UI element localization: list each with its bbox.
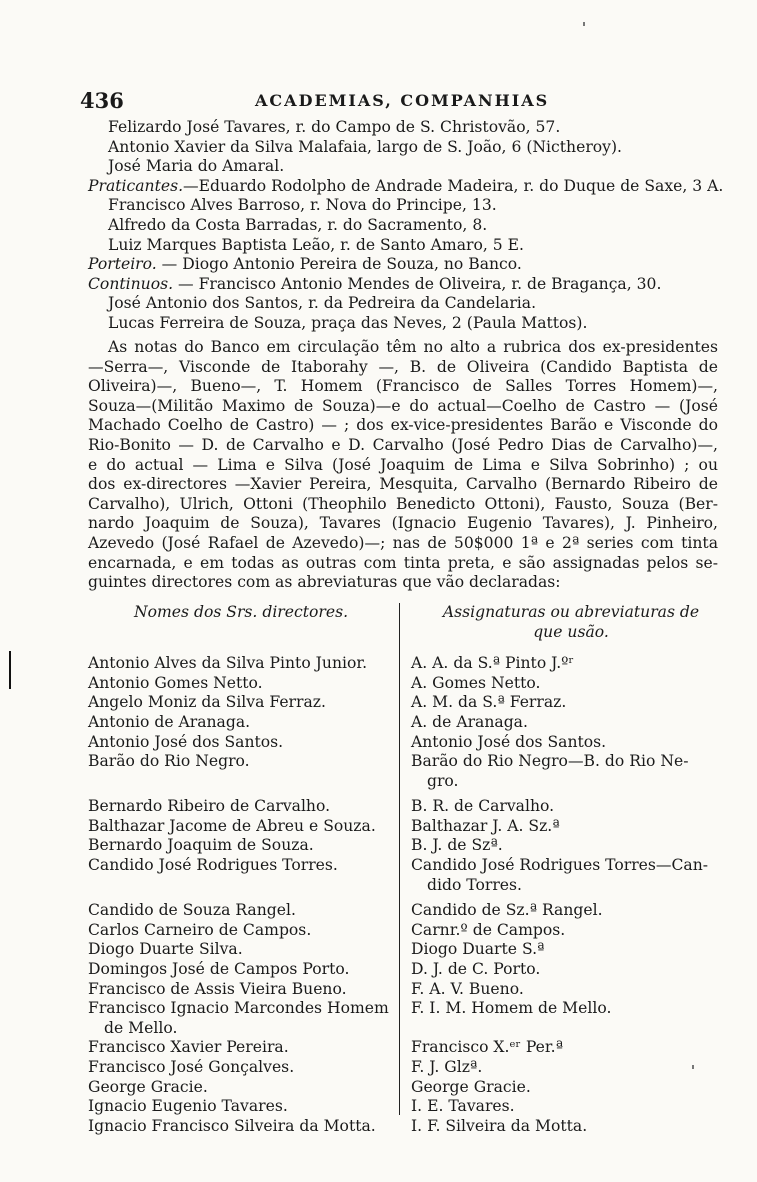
director-name (88, 960, 394, 980)
staff-line (88, 118, 718, 138)
staff-role: Porteiro. (88, 255, 157, 274)
director-signature (411, 693, 731, 713)
signature-text: D. J. de C. Porto. (411, 960, 541, 978)
staff-line (88, 176, 724, 197)
paragraph-line: Carvalho), Ulrich, Ottoni (Theophilo Benedicto Ottoni), Fausto, Souza (Ber- (88, 494, 718, 513)
staff-line (88, 216, 718, 236)
director-name (88, 921, 394, 941)
director-name-text: Bernardo Ribeiro de Carvalho. (88, 797, 331, 815)
staff-text: José Maria do Amaral. (108, 157, 285, 176)
director-name-continued: de Mello. (104, 1018, 178, 1037)
signature-text: I. E. Tavares. (411, 1097, 515, 1115)
staff-line (88, 294, 718, 314)
director-name-text: Balthazar Jacome de Abreu e Souza. (88, 817, 376, 835)
margin-mark (9, 651, 11, 689)
director-name (88, 713, 394, 733)
director-name-text: Bernardo Joaquim de Souza. (88, 836, 314, 854)
director-name (88, 1058, 394, 1078)
signature-text: A. Gomes Netto. (411, 674, 541, 692)
paragraph-line: As notas do Banco em circulação têm no alto a rubrica dos ex-presidentes (108, 338, 718, 356)
signature-text: George Gracie. (411, 1078, 531, 1096)
signature-text: A. M. da S.ª Ferraz. (411, 693, 567, 711)
director-name (88, 752, 394, 772)
notes-paragraph (88, 338, 718, 593)
director-name (88, 856, 394, 876)
staff-text: José Antonio dos Santos, r. da Pedreira da Candelaria. (108, 294, 537, 313)
director-signature (411, 901, 731, 921)
director-name-text: Antonio Alves da Silva Pinto Junior. (88, 654, 368, 672)
signature-text: Francisco X.ᵉʳ Per.ª (411, 1038, 564, 1056)
director-name (88, 1038, 394, 1058)
director-name-text: Carlos Carneiro de Campos. (88, 921, 312, 939)
director-signature (411, 1097, 731, 1117)
paragraph-line: guintes directores com as abreviaturas que vão declaradas: (88, 573, 561, 592)
staff-text: Alfredo da Costa Barradas, r. do Sacramento, 8. (108, 215, 488, 234)
staff-text: Felizardo José Tavares, r. do Campo de S. Christovão, 57. (108, 118, 561, 136)
staff-text: —Eduardo Rodolpho de Andrade Madeira, r. do Duque de Saxe, 3 A. (183, 176, 724, 195)
signature-text: Antonio José dos Santos. (411, 733, 607, 751)
signature-text: B. J. de Szª. (411, 836, 503, 854)
names-column (88, 603, 394, 623)
column-divider (399, 603, 400, 1115)
staff-line (88, 255, 718, 275)
staff-list (88, 118, 724, 334)
director-name (88, 654, 394, 674)
paragraph-line: Souza—(Militão Maximo de Souza)—e do actual—Coelho de Castro — (José (88, 396, 718, 415)
signature-text: F. A. V. Bueno. (411, 980, 524, 998)
director-signature (411, 856, 731, 895)
signature-text: Barão do Rio Negro—B. do Rio Ne- (411, 752, 689, 770)
signatures-header-2: que usão. (533, 622, 609, 641)
paragraph-line: encarnada, e em todas as outras com tinta preta, e são assignadas pelos se- (88, 553, 718, 572)
paragraph-line: Rio-Bonito — D. de Carvalho e D. Carvalho (José Pedro Dias de Carvalho)—, (88, 435, 718, 454)
director-name-text: Francisco José Gonçalves. (88, 1058, 295, 1076)
director-name-text: Antonio de Aranaga. (88, 713, 251, 731)
signatures-header-1: Assignaturas ou abreviaturas de (442, 603, 700, 621)
signature-text: I. F. Silveira da Motta. (411, 1117, 588, 1135)
director-name (88, 797, 394, 817)
staff-line (88, 275, 718, 295)
director-name-text: George Gracie. (88, 1078, 208, 1096)
director-name (88, 940, 394, 960)
paragraph-line: Azevedo (José Rafael de Azevedo)—; nas de 50$000 1ª e 2ª series com tinta (88, 533, 718, 552)
director-signature (411, 752, 731, 791)
director-name-text: Ignacio Eugenio Tavares. (88, 1097, 288, 1115)
signature-text: F. J. Glzª. (411, 1058, 483, 1076)
director-name-text: Antonio Gomes Netto. (88, 674, 263, 692)
director-name (88, 817, 394, 837)
director-signature (411, 836, 731, 856)
staff-line (88, 157, 718, 177)
staff-text: Luiz Marques Baptista Leão, r. de Santo Amaro, 5 E. (108, 235, 524, 254)
signature-text: Candido José Rodrigues Torres—Can- (411, 856, 709, 874)
paragraph-line: Oliveira)—, Bueno—, T. Homem (Francisco de Salles Torres Homem)—, (88, 377, 718, 396)
signatures-column (411, 603, 731, 642)
director-name (88, 980, 394, 1000)
staff-text: Antonio Xavier da Silva Malafaia, largo de S. João, 6 (Nictheroy). (108, 137, 623, 156)
director-signature (411, 713, 731, 733)
director-signature (411, 1038, 731, 1058)
director-name (88, 693, 394, 713)
director-name-text: Ignacio Francisco Silveira da Motta. (88, 1117, 376, 1135)
director-signature (411, 921, 731, 941)
staff-line (88, 314, 718, 334)
signature-text: Carnr.º de Campos. (411, 921, 566, 939)
director-name-text: Candido de Souza Rangel. (88, 901, 296, 919)
signature-text: A. de Aranaga. (411, 713, 528, 731)
director-name-text: Antonio José dos Santos. (88, 733, 284, 751)
paragraph-line: Machado Coelho de Castro) — ; dos ex-vice-presidentes Barão e Visconde do (88, 416, 718, 435)
signature-text: Candido de Sz.ª Rangel. (411, 901, 603, 919)
signature-continued: gro. (427, 771, 459, 790)
director-name-text: Angelo Moniz da Silva Ferraz. (88, 693, 326, 711)
staff-line (88, 236, 718, 256)
director-signature (411, 1117, 731, 1137)
staff-line (88, 138, 718, 158)
director-name-text: Candido José Rodrigues Torres. (88, 856, 338, 874)
director-signature (411, 999, 731, 1019)
director-signature (411, 733, 731, 753)
director-name-text: Francisco Xavier Pereira. (88, 1038, 289, 1056)
staff-text: — Diogo Antonio Pereira de Souza, no Banco. (156, 255, 522, 274)
director-signature (411, 980, 731, 1000)
scan-speck (583, 22, 585, 26)
signature-continued: dido Torres. (427, 875, 522, 894)
names-header: Nomes dos Srs. directores. (133, 603, 349, 621)
staff-text: Lucas Ferreira de Souza, praça das Neves, 2 (Paula Mattos). (108, 313, 588, 332)
director-signature (411, 940, 731, 960)
director-name-text: Diogo Duarte Silva. (88, 940, 243, 958)
staff-role: Praticantes. (88, 176, 184, 195)
page-number: 436 (80, 88, 124, 113)
director-signature (411, 817, 731, 837)
director-signature (411, 1078, 731, 1098)
director-signature (411, 960, 731, 980)
director-name (88, 999, 394, 1038)
paragraph-line: —Serra—, Visconde de Itaborahy —, B. de Oliveira (Candido Baptista de (88, 357, 718, 376)
director-name-text: Domingos José de Campos Porto. (88, 960, 350, 978)
staff-text: — Francisco Antonio Mendes de Oliveira, r. de Bragança, 30. (173, 274, 662, 293)
paragraph-line: dos ex-directores —Xavier Pereira, Mesquita, Carvalho (Bernardo Ribeiro de (88, 475, 718, 494)
director-name (88, 836, 394, 856)
director-signature (411, 1058, 731, 1078)
signature-text: B. R. de Carvalho. (411, 797, 555, 815)
signature-text: Balthazar J. A. Sz.ª (411, 817, 560, 835)
signature-text: A. A. da S.ª Pinto J.ºʳ (411, 654, 574, 672)
director-signature (411, 674, 731, 694)
staff-role: Continuos. (88, 274, 174, 293)
director-name-text: Francisco Ignacio Marcondes Homem (88, 999, 389, 1017)
running-head: ACADEMIAS, COMPANHIAS (255, 91, 550, 110)
director-signature (411, 797, 731, 817)
paragraph-line: nardo Joaquim de Souza), Tavares (Ignacio Eugenio Tavares), J. Pinheiro, (88, 514, 718, 533)
staff-line (88, 196, 718, 216)
director-name (88, 901, 394, 921)
director-name (88, 1117, 394, 1137)
director-name (88, 1078, 394, 1098)
paragraph-line: e do actual — Lima e Silva (José Joaquim de Lima e Silva Sobrinho) ; ou (88, 455, 718, 474)
director-name (88, 674, 394, 694)
director-signature (411, 654, 731, 674)
director-name-text: Barão do Rio Negro. (88, 752, 250, 770)
signature-text: Diogo Duarte S.ª (411, 940, 545, 958)
director-name (88, 733, 394, 753)
director-name (88, 1097, 394, 1117)
page-header (80, 88, 720, 114)
signature-text: F. I. M. Homem de Mello. (411, 999, 612, 1017)
staff-text: Francisco Alves Barroso, r. Nova do Principe, 13. (108, 196, 497, 215)
director-name-text: Francisco de Assis Vieira Bueno. (88, 980, 347, 998)
